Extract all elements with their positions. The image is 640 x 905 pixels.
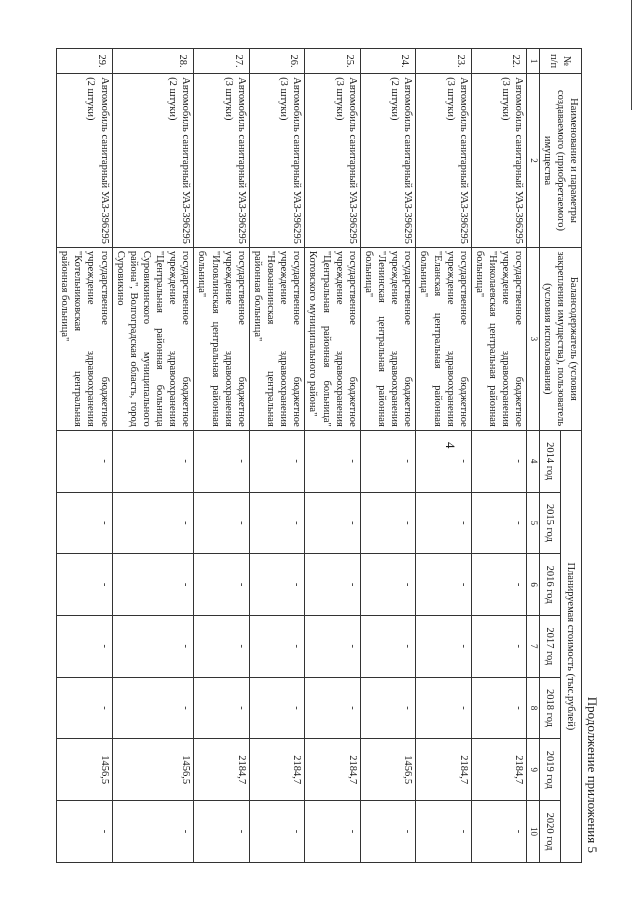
property-name: Автомобиль санитарный УАЗ-396295 (2 штуки) xyxy=(360,74,416,248)
col-header-holder: Балансодержатель (условия закрепления имущества), пользователь (условия использования) xyxy=(539,247,581,430)
year-2020: 2020 год xyxy=(539,801,560,863)
year-2019: 2019 год xyxy=(539,739,560,801)
row-number: 24. xyxy=(360,49,416,74)
col-header-number: № п/п xyxy=(539,49,581,74)
column-index-row: 1 2 3 4 5 6 7 8 9 10 xyxy=(527,49,539,863)
cost-cell: - xyxy=(305,492,361,554)
top-rule xyxy=(631,0,632,110)
table-row xyxy=(112,49,194,863)
cost-cell: - xyxy=(194,801,250,863)
cost-cell: - xyxy=(249,492,305,554)
cost-cell: - xyxy=(471,492,527,554)
year-2017: 2017 год xyxy=(539,615,560,677)
cost-cell: - xyxy=(305,801,361,863)
cost-cell: 1456,5 xyxy=(360,739,416,801)
col-header-name: Наименование и параметры создаваемого (приобретаемого) имущества xyxy=(539,74,581,248)
year-2014: 2014 год xyxy=(539,430,560,492)
cost-cell: - xyxy=(360,615,416,677)
cost-cell: - xyxy=(249,430,305,492)
cost-cell: 1456,5 xyxy=(112,739,194,801)
cost-cell: - xyxy=(360,554,416,616)
cost-cell: - xyxy=(360,801,416,863)
row-number: 22. xyxy=(471,49,527,74)
cost-cell: - xyxy=(112,677,194,739)
cost-cell: - xyxy=(471,430,527,492)
balance-holder: государственное бюджетное учреждение здравоохранения "Центральная районная больница Суровикинского муниципального района", Волгоградская область, город Суровикино xyxy=(112,247,194,430)
balance-holder: государственное бюджетное учреждение здравоохранения "Ленинская центральная районная больница" xyxy=(360,247,416,430)
balance-holder: государственное бюджетное учреждение здравоохранения "Новоаннинская центральная районная больница" xyxy=(249,247,305,430)
col-header-cost-group: Планируемая стоимость (тыс.рублей) xyxy=(560,430,581,862)
property-name: Автомобиль санитарный УАЗ-396295 (3 штуки) xyxy=(249,74,305,248)
balance-holder: государственное бюджетное учреждение здравоохранения "Иловлинская центральная районная больница" xyxy=(194,247,250,430)
property-name: Автомобиль санитарный УАЗ-396295 (3 штуки) xyxy=(305,74,361,248)
cost-cell: - xyxy=(112,492,194,554)
table-row xyxy=(249,49,305,863)
cost-cell: - xyxy=(57,554,113,616)
cost-cell: - xyxy=(194,554,250,616)
row-number: 27. xyxy=(194,49,250,74)
property-plan-table xyxy=(56,48,582,863)
cost-cell: - xyxy=(471,677,527,739)
cost-cell: - xyxy=(249,801,305,863)
cost-cell: - xyxy=(57,492,113,554)
table-row xyxy=(57,49,113,863)
cost-cell: - xyxy=(416,492,472,554)
cost-cell: - xyxy=(57,801,113,863)
table-row xyxy=(305,49,361,863)
table-body xyxy=(57,49,527,863)
page-number: 4 xyxy=(443,442,458,449)
cost-cell: 2184,7 xyxy=(416,739,472,801)
row-number: 23. xyxy=(416,49,472,74)
cost-cell: - xyxy=(112,430,194,492)
cost-cell: 1456,5 xyxy=(57,739,113,801)
cost-cell: - xyxy=(471,554,527,616)
row-number: 25. xyxy=(305,49,361,74)
row-number: 29. xyxy=(57,49,113,74)
cost-cell: - xyxy=(57,677,113,739)
cost-cell: - xyxy=(194,615,250,677)
year-2018: 2018 год xyxy=(539,677,560,739)
cost-cell: - xyxy=(471,801,527,863)
property-name: Автомобиль санитарный УАЗ-396295 (2 штуки) xyxy=(57,74,113,248)
balance-holder: государственное бюджетное учреждение здравоохранения "Николаевская центральная районная больница" xyxy=(471,247,527,430)
cost-cell: - xyxy=(416,801,472,863)
cost-cell: - xyxy=(249,615,305,677)
year-2015: 2015 год xyxy=(539,492,560,554)
cost-cell: - xyxy=(360,492,416,554)
cost-cell: 2184,7 xyxy=(471,739,527,801)
property-name: Автомобиль санитарный УАЗ-396295 (3 штуки) xyxy=(416,74,472,248)
year-2016: 2016 год xyxy=(539,554,560,616)
cost-cell: - xyxy=(194,677,250,739)
cost-cell: - xyxy=(471,615,527,677)
cost-cell: - xyxy=(249,554,305,616)
cost-cell: - xyxy=(57,430,113,492)
cost-cell: - xyxy=(194,492,250,554)
appendix-continuation-heading: Продолжение приложения 5 xyxy=(585,696,600,853)
cost-cell: - xyxy=(305,430,361,492)
property-name: Автомобиль санитарный УАЗ-396295 (2 штуки) xyxy=(112,74,194,248)
cost-cell: - xyxy=(305,677,361,739)
cost-cell: - xyxy=(416,554,472,616)
cost-cell: - xyxy=(57,615,113,677)
property-name: Автомобиль санитарный УАЗ-396295 (3 штуки) xyxy=(194,74,250,248)
row-number: 26. xyxy=(249,49,305,74)
cost-cell: 2184,7 xyxy=(249,739,305,801)
table-row xyxy=(360,49,416,863)
cost-cell: - xyxy=(112,615,194,677)
cost-cell: - xyxy=(360,430,416,492)
cost-cell: 2184,7 xyxy=(305,739,361,801)
cost-cell: - xyxy=(112,801,194,863)
balance-holder: государственное бюджетное учреждение здравоохранения "Еланская центральная районная больница" xyxy=(416,247,472,430)
cost-cell: - xyxy=(194,430,250,492)
table-row xyxy=(194,49,250,863)
property-name: Автомобиль санитарный УАЗ-396295 (3 штуки) xyxy=(471,74,527,248)
cost-cell: 2184,7 xyxy=(194,739,250,801)
balance-holder: государственное бюджетное учреждение здравоохранения "Котельниковская центральная районная больница" xyxy=(57,247,113,430)
table-row xyxy=(416,49,472,863)
cost-cell: - xyxy=(249,677,305,739)
row-number: 28. xyxy=(112,49,194,74)
cost-cell: - xyxy=(305,554,361,616)
cost-cell: - xyxy=(416,677,472,739)
cost-cell: - xyxy=(416,615,472,677)
cost-cell: - xyxy=(416,430,472,492)
cost-cell: - xyxy=(360,677,416,739)
table-row xyxy=(471,49,527,863)
cost-cell: - xyxy=(112,554,194,616)
cost-cell: - xyxy=(305,615,361,677)
balance-holder: государственное бюджетное учреждение здравоохранения "Центральная районная больница" Котовского муниципального района" xyxy=(305,247,361,430)
